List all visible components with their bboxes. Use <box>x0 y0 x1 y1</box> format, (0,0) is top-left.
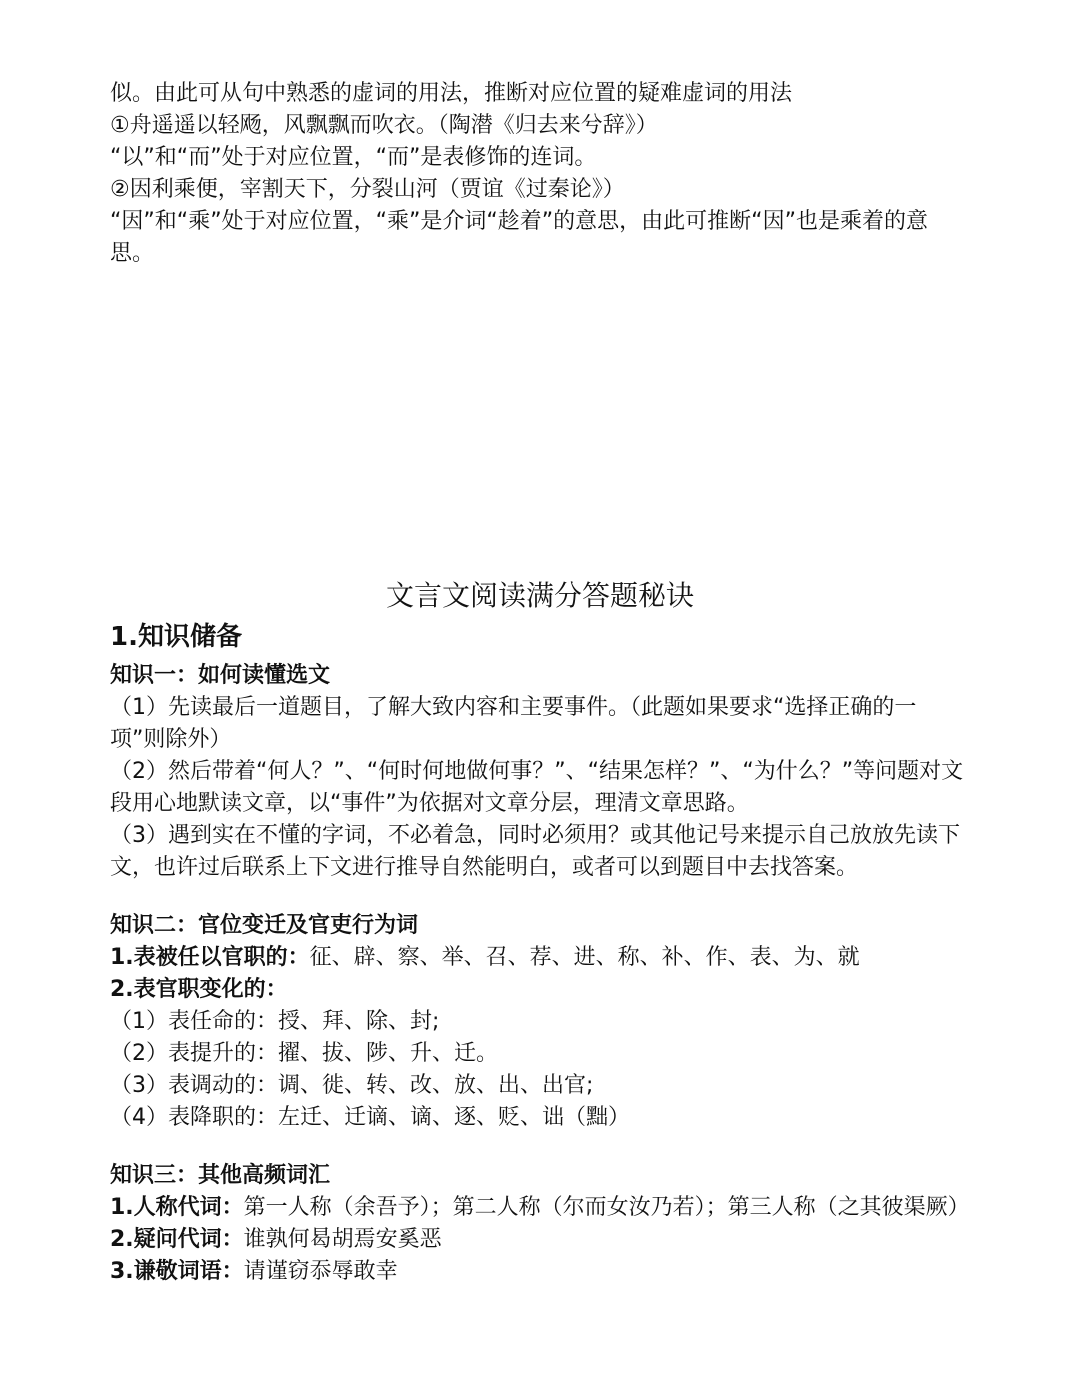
text-line: 思。 <box>110 241 155 266</box>
sub-item: （3）表调动的：调、徙、转、改、放、出、出官; <box>110 1073 594 1098</box>
item-label: 3.谦敬词语： <box>110 1259 244 1284</box>
knowledge-heading: 知识一：如何读懂选文 <box>110 663 331 688</box>
item-text: 谁孰何曷胡焉安奚恶 <box>243 1227 442 1252</box>
knowledge-heading: 知识二：官位变迁及官吏行为词 <box>110 913 419 938</box>
text-line: “以”和“而”处于对应位置，“而”是表修饰的连词。 <box>110 145 597 170</box>
item-label: 1.表被任以官职的： <box>110 945 310 970</box>
text-line: ①舟遥遥以轻飏，风飘飘而吹衣。（陶潜《归去来兮辞》） <box>110 113 658 138</box>
knowledge-two <box>110 910 970 1134</box>
sub-item: （2）表提升的：擢、拔、陟、升、迁。 <box>110 1041 498 1066</box>
page-title: 文言文阅读满分答题秘诀 <box>385 579 694 612</box>
paragraph: （3）遇到实在不懂的字词，不必着急，同时必须用？或其他记号来提示自己放放先读下文，也许过后联系上下文进行推导自然能明白，或者可以到题目中去找答案。 <box>110 823 960 880</box>
list-item <box>110 1256 970 1288</box>
item-text: 第一人称（余吾予）；第二人称（尔而女汝乃若）；第三人称（之其彼渠厥） <box>243 1195 970 1220</box>
item-text: 征、辟、察、举、召、荐、进、称、补、作、表、为、就 <box>309 945 860 970</box>
knowledge-one <box>110 660 970 884</box>
text-line: ②因利乘便，宰割天下，分裂山河（贾谊《过秦论》） <box>110 177 625 202</box>
paragraph: （1）先读最后一道题目，了解大致内容和主要事件。（此题如果要求“选择正确的一项”则除外） <box>110 695 917 752</box>
list-item <box>110 942 970 974</box>
list-item: 2.表官职变化的： <box>110 977 288 1002</box>
main-content <box>110 618 970 1288</box>
knowledge-heading: 知识三：其他高频词汇 <box>110 1163 331 1188</box>
item-text: 请谨窃忝辱敢幸 <box>243 1259 398 1284</box>
item-label: 1.人称代词： <box>110 1195 244 1220</box>
section-heading: 1.知识储备 <box>110 622 242 652</box>
text-line: “因”和“乘”处于对应位置，“乘”是介词“趁着”的意思，由此可推断“因”也是乘着的意 <box>110 209 928 234</box>
list-item <box>110 1192 970 1224</box>
sub-item: （1）表任命的：授、拜、除、封; <box>110 1009 440 1034</box>
paragraph: （2）然后带着“何人？”、“何时何地做何事？”、“结果怎样？”、“为什么？”等问题对文段用心地默读文章，以“事件”为依据对文章分层，理清文章思路。 <box>110 759 964 816</box>
sub-item: （4）表降职的：左迁、迁谪、谪、逐、贬、诎（黜） <box>110 1105 630 1130</box>
item-label: 2.疑问代词： <box>110 1227 244 1252</box>
list-item <box>110 1224 970 1256</box>
text-line: 似。由此可从句中熟悉的虚词的用法，推断对应位置的疑难虚词的用法 <box>110 81 793 106</box>
knowledge-three <box>110 1160 970 1288</box>
top-section <box>110 78 970 270</box>
